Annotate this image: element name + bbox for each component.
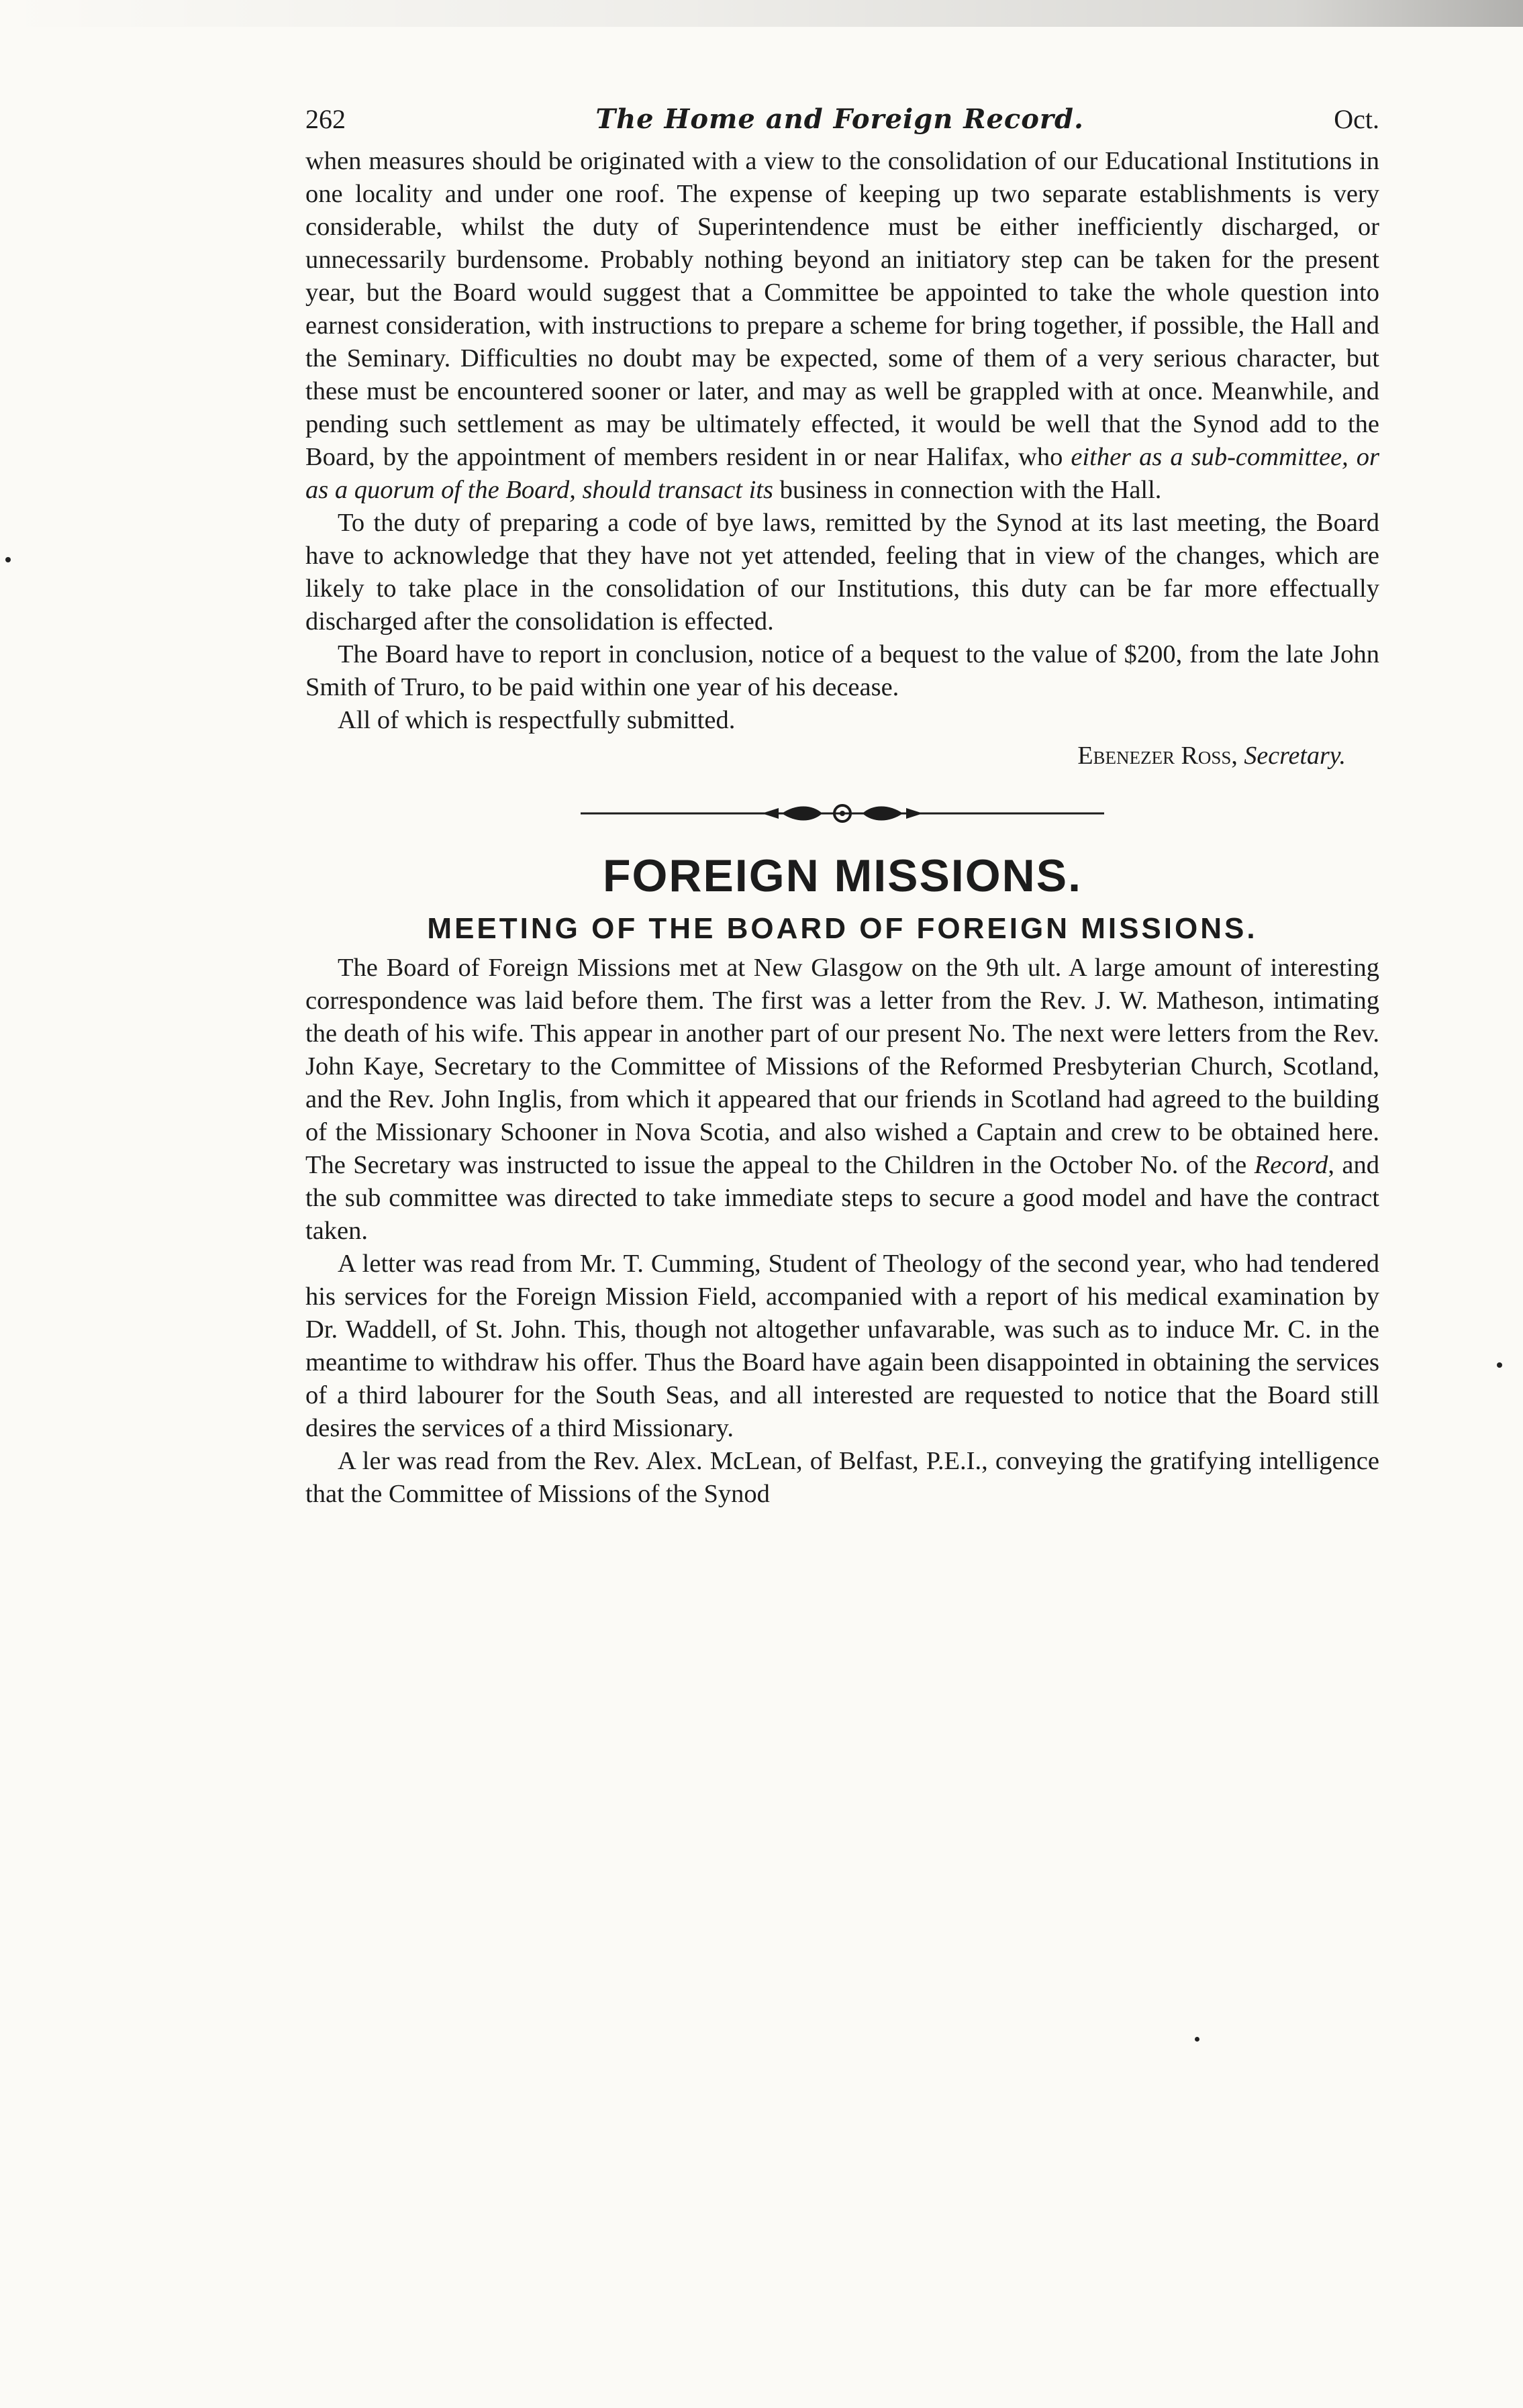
scan-speck: [1195, 2037, 1199, 2042]
page-number: 262: [305, 104, 346, 134]
report-paragraph-4: All of which is respectfully submitted.: [338, 706, 736, 734]
missions-paragraph-2: A letter was read from Mr. T. Cumming, Student of Theology of the second year, who had tendered his services for the Foreign Mission Field, accompanied with a report of his medical examination by Dr. Waddell, of St. John. This, though not altogether unfavarable, was such as to induce Mr. C. in the meantime to withdraw his offer. Thus the Board have again been disappointed in obtaining the services of a third labourer for the South Seas, and all interested are requested to notice that the Board still desires the services of a third Missionary.: [305, 1250, 1379, 1442]
scan-edge-artifact: [0, 0, 1523, 27]
missions-paragraph-3: A ler was read from the Rev. Alex. McLean, of Belfast, P.E.I., conveying the gratifying intelligence that the Committee of Missions of the Synod: [305, 1447, 1379, 1508]
section-title: FOREIGN MISSIONS.: [602, 850, 1083, 901]
signature-title: Secretary.: [1244, 742, 1346, 770]
signature: [305, 737, 1379, 774]
report-paragraph-1: when measures should be originated with a view to the consolidation of our Educational Institutions in one locality and under one roof. The expense of keeping up two separate establishments is very considerable, whilst the duty of Superintendence must be either inefficiently discharged, or unnecessarily burdensome. Probably nothing beyond an initiatory step can be taken for the present year, but the Board would suggest that a Committee be appointed to take the whole question into earnest consideration, with instructions to prepare a scheme for bring together, if possible, the Hall and the Seminary. Difficulties no doubt may be expected, some of them of a very serious character, but these must be encountered sooner or later, and may as well be grappled with at once. Meanwhile, and pending such settlement as may be ultimately effected, it would be well that the Synod add to the Board, by the appointment of members resident in or near Halifax, who either as a sub-committee, or as a quorum of the Board, should transact its business in connection with the Hall.: [305, 147, 1379, 504]
page-content: [305, 101, 1379, 1511]
ornamental-divider: [305, 800, 1379, 827]
ornament-rule-icon: [581, 800, 1104, 827]
report-paragraph-3: The Board have to report in conclusion, notice of a bequest to the value of $200, from the late John Smith of Truro, to be paid within one year of his decease.: [305, 640, 1379, 701]
signature-name: Ebenezer Ross,: [1077, 742, 1238, 770]
missions-paragraph-1: The Board of Foreign Missions met at New Glasgow on the 9th ult. A large amount of interesting correspondence was laid before them. The first was a letter from the Rev. J. W. Matheson, intimating the death of his wife. This appear in another part of our present No. The next were letters from the Rev. John Kaye, Secretary to the Committee of Missions of the Reformed Presbyterian Church, Scotland, and the Rev. John Inglis, from which it appeared that our friends in Scotland had agreed to the building of the Missionary Schooner in Nova Scotia, and also wished a Captain and crew to be obtained here. The Secretary was instructed to issue the appeal to the Children in the October No. of the Record, and the sub committee was directed to take immediate steps to secure a good model and have the contract taken.: [305, 954, 1379, 1245]
scan-speck: [1497, 1362, 1502, 1368]
report-paragraph-2: To the duty of preparing a code of bye laws, remitted by the Synod at its last meeting, the Board have to acknowledge that they have not yet attended, feeling that in view of the changes, which are likely to take place in the consolidation of our Institutions, this duty can be far more effectually discharged after the consolidation is effected.: [305, 509, 1379, 636]
subsection-title: MEETING OF THE BOARD OF FOREIGN MISSIONS.: [427, 912, 1258, 945]
scan-speck: [5, 557, 11, 562]
running-header: [305, 101, 1379, 138]
issue-month: Oct.: [1334, 104, 1379, 134]
journal-title: The Home and Foreign Record.: [595, 103, 1084, 135]
